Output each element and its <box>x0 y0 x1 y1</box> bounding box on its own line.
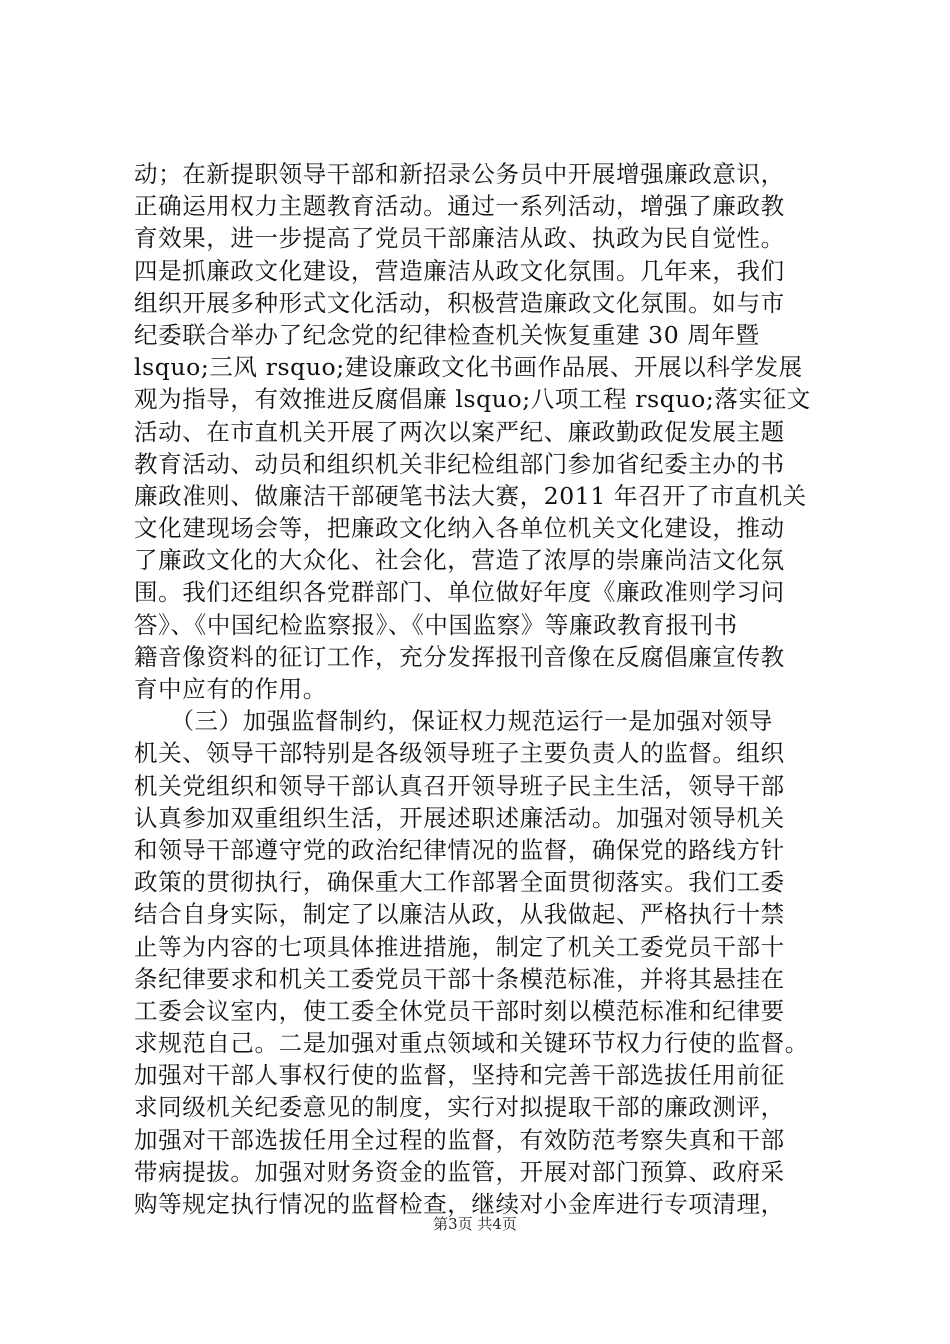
text-line: 四是抓廉政文化建设，营造廉洁从政文化氛围。几年来，我们 <box>134 256 785 285</box>
text-line: 观为指导，有效推进反腐倡廉 lsquo;八项工程 rsquo;落实征文 <box>134 385 811 414</box>
text-line: 加强对干部选拔任用全过程的监督，有效防范考察失真和干部 <box>134 1125 785 1154</box>
text-line: 求规范自己。二是加强对重点领域和关键环节权力行使的监督。 <box>134 1029 809 1058</box>
text-line: 教育活动、动员和组织机关非纪检组部门参加省纪委主办的书 <box>134 449 785 478</box>
text-line: 正确运用权力主题教育活动。通过一系列活动，增强了廉政教 <box>134 192 785 221</box>
text-line: lsquo;三风 rsquo;建设廉政文化书画作品展、开展以科学发展 <box>134 353 803 382</box>
text-line: 廉政准则、做廉洁干部硬笔书法大赛，2011 年召开了市直机关 <box>134 481 807 510</box>
text-line: 带病提拔。加强对财务资金的监管，开展对部门预算、政府采 <box>134 1157 785 1186</box>
text-line: 组织开展多种形式文化活动，积极营造廉政文化氛围。如与市 <box>134 288 785 317</box>
text-line: 文化建现场会等，把廉政文化纳入各单位机关文化建设，推动 <box>134 514 785 543</box>
text-line: 答》、《中国纪检监察报》、《中国监察》等廉政教育报刊书 <box>134 610 738 639</box>
text-line: 购等规定执行情况的监督检查，继续对小金库进行专项清理， <box>134 1190 785 1218</box>
text-line: 了廉政文化的大众化、社会化，营造了浓厚的崇廉尚洁文化氛 <box>134 546 785 575</box>
text-line: 围。我们还组织各党群部门、单位做好年度《廉政准则学习问 <box>134 578 785 607</box>
text-line: 认真参加双重组织生活，开展述职述廉活动。加强对领导机关 <box>134 803 785 832</box>
text-line: 育中应有的作用。 <box>134 675 327 703</box>
text-line: 结合自身实际，制定了以廉洁从政，从我做起、严格执行十禁 <box>134 900 785 929</box>
body-text <box>134 158 854 1220</box>
text-line: 机关党组织和领导干部认真召开领导班子民主生活，领导干部 <box>134 771 785 800</box>
text-line: 加强对干部人事权行使的监督，坚持和完善干部选拔任用前征 <box>134 1061 785 1090</box>
text-line: 条纪律要求和机关工委党员干部十条模范标准，并将其悬挂在 <box>134 964 785 993</box>
page-footer: 第3页 共4页 <box>433 1215 517 1233</box>
text-line: 求同级机关纪委意见的制度，实行对拟提取干部的廉政测评， <box>134 1093 785 1122</box>
text-line: 活动、在市直机关开展了两次以案严纪、廉政勤政促发展主题 <box>134 417 785 446</box>
text-line: 动；在新提职领导干部和新招录公务员中开展增强廉政意识， <box>134 160 785 188</box>
text-line: 育效果，进一步提高了党员干部廉洁从政、执政为民自觉性。 <box>134 224 785 253</box>
text-line: 机关、领导干部特别是各级领导班子主要负责人的监督。组织 <box>134 739 785 768</box>
text-line: 工委会议室内，使工委全休党员干部时刻以模范标准和纪律要 <box>134 996 785 1025</box>
text-line: （三）加强监督制约，保证权力规范运行一是加强对领导 <box>134 707 773 736</box>
text-line: 止等为内容的七项具体推进措施，制定了机关工委党员干部十 <box>134 932 785 961</box>
text-line: 纪委联合举办了纪念党的纪律检查机关恢复重建 30 周年暨 <box>134 320 760 349</box>
text-line: 籍音像资料的征订工作，充分发挥报刊音像在反腐倡廉宣传教 <box>134 642 785 671</box>
text-line: 和领导干部遵守党的政治纪律情况的监督，确保党的路线方针 <box>134 835 785 864</box>
text-line: 政策的贯彻执行，确保重大工作部署全面贯彻落实。我们工委 <box>134 868 785 897</box>
